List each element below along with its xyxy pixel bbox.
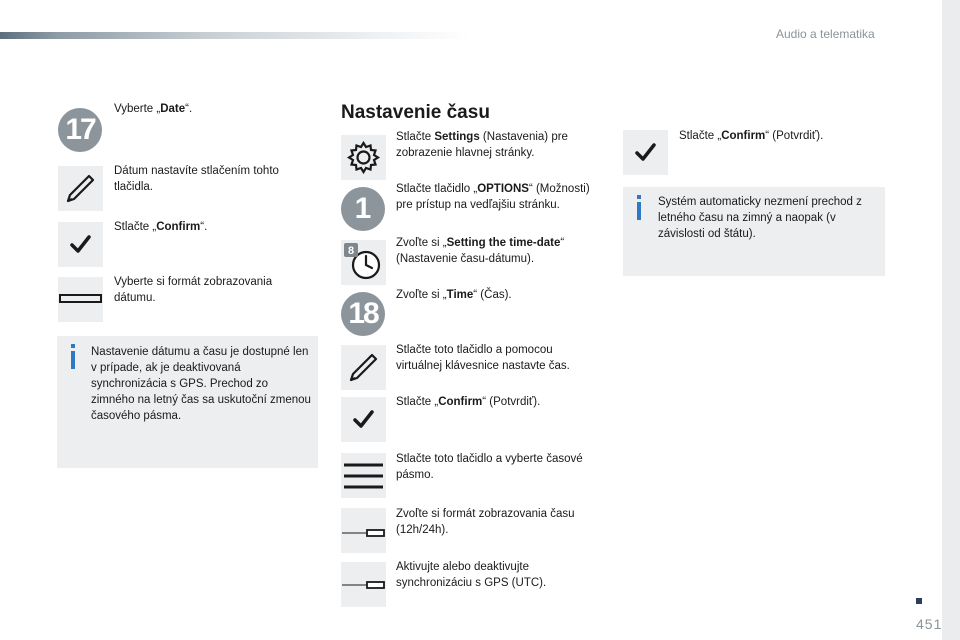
info-icon-bar: [637, 202, 641, 220]
checkmark-icon: [341, 397, 386, 442]
info-icon: [637, 195, 641, 199]
step-text: Vyberte „Date“.: [114, 103, 193, 115]
confirm-button[interactable]: [341, 397, 386, 442]
note-text: Nastavenie dátumu a času je dostupné len v prípade, ak je deaktivovaná synchronizácia s GPS. Prechod zo zimného na letný čas sa uskutoční zmenou časového pásma.: [91, 346, 311, 422]
checkmark-icon: [623, 130, 668, 175]
section-title: Audio a telematika: [776, 27, 875, 41]
toggle-icon: [341, 562, 386, 607]
edit-button[interactable]: [58, 166, 103, 211]
info-note-right: [623, 187, 885, 276]
step-text: Dátum nastavíte stlačením tohto tlačidla.: [114, 165, 279, 193]
info-icon-bar: [71, 351, 75, 369]
step-text: Stlačte „Confirm“.: [114, 221, 208, 233]
step-text: Stlačte tlačidlo „OPTIONS“ (Možnosti) pre prístup na vedľajšiu stránku.: [396, 183, 590, 211]
checkmark-icon: [58, 222, 103, 267]
settings-button[interactable]: [341, 135, 386, 180]
step-number-17: 17: [58, 108, 102, 152]
gps-sync-toggle[interactable]: [341, 562, 386, 607]
date-format-button[interactable]: [58, 277, 103, 322]
step-text: Stlačte „Confirm“ (Potvrdiť).: [396, 396, 541, 408]
badge-number: 8: [347, 245, 355, 257]
step-text: Stlačte toto tlačidlo a vyberte časové pásmo.: [396, 453, 583, 481]
step-text: Stlačte toto tlačidlo a pomocou virtuálnej klávesnice nastavte čas.: [396, 344, 570, 372]
section-heading: Nastavenie času: [341, 102, 490, 123]
page-marker: [916, 598, 922, 604]
timezone-button[interactable]: [341, 453, 386, 498]
time-date-button[interactable]: [341, 240, 386, 285]
step-text: Stlačte „Confirm“ (Potvrdiť).: [679, 130, 824, 142]
note-text: Systém automaticky nezmení prechod z letného času na zimný a naopak (v závislosti od štátu).: [658, 196, 862, 240]
header-gradient-bar: [0, 32, 470, 39]
pencil-icon: [341, 345, 386, 390]
step-number-1: 1: [341, 187, 385, 231]
step-number-18: 18: [341, 292, 385, 336]
step-text: Zvoľte si „Setting the time-date“ (Nastavenie času-dátumu).: [396, 237, 565, 265]
step-text: Vyberte si formát zobrazovania dátumu.: [114, 276, 273, 304]
gear-icon: [341, 135, 386, 180]
step-text: Zvoľte si formát zobrazovania času (12h/24h).: [396, 508, 575, 536]
step-text: Stlačte Settings (Nastavenia) pre zobrazenie hlavnej stránky.: [396, 131, 568, 159]
step-text: Aktivujte alebo deaktivujte synchronizáciu s GPS (UTC).: [396, 561, 547, 589]
confirm-button[interactable]: [58, 222, 103, 267]
page-number: 451: [916, 616, 943, 632]
toggle-icon: [341, 508, 386, 553]
info-icon: [71, 344, 75, 348]
page-edge-strip: [942, 0, 960, 640]
info-note-left: [57, 336, 318, 468]
menu-icon: [341, 453, 386, 498]
time-format-toggle[interactable]: [341, 508, 386, 553]
confirm-button[interactable]: [623, 130, 668, 175]
pencil-icon: [58, 166, 103, 211]
edit-button[interactable]: [341, 345, 386, 390]
clock-icon: [341, 240, 386, 285]
format-bar-icon: [58, 277, 103, 322]
step-text: Zvoľte si „Time“ (Čas).: [396, 289, 512, 301]
